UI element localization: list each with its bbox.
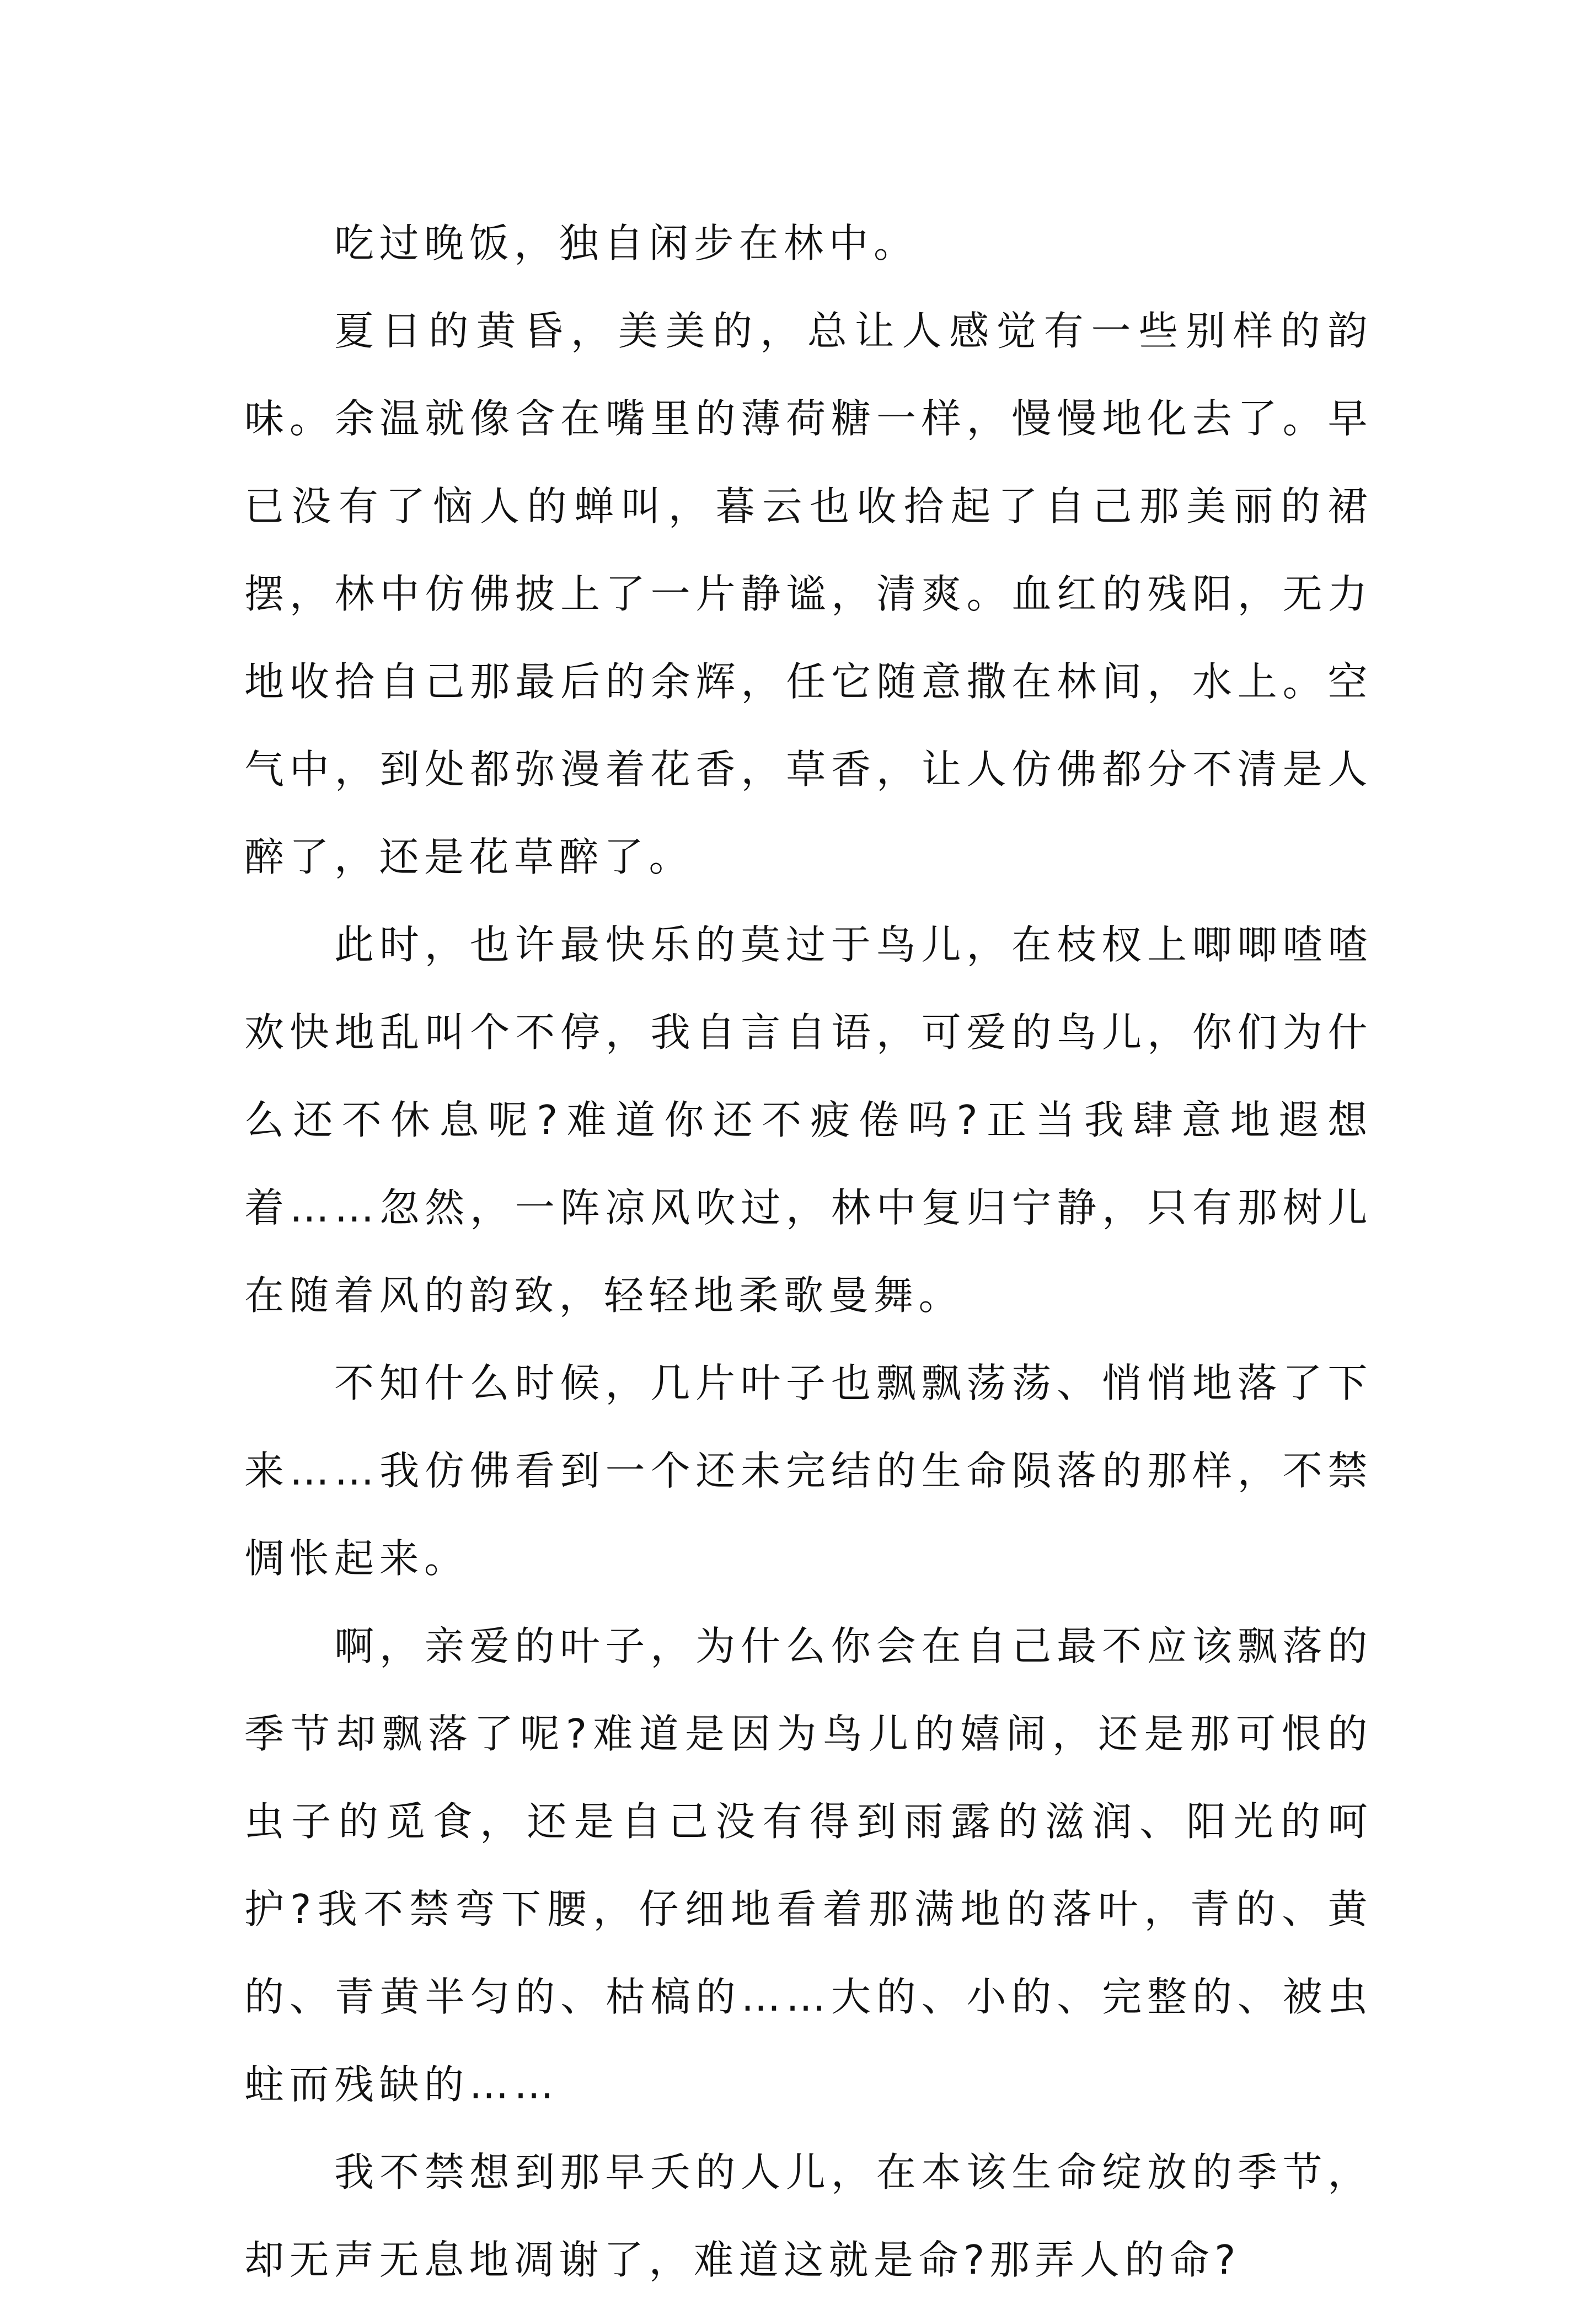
paragraph-2: 夏日的黄昏，美美的，总让人感觉有一些别样的韵味。余温就像含在嘴里的薄荷糖一样，慢慢地化去了。早已没有了恼人的蝉叫，暮云也收拾起了自己那美丽的裙摆，林中仿佛披上了一片静谧，清爽。血红的残阳，无力地收拾自己那最后的余辉，任它随意撒在林间，水上。空气中，到处都弥漫着花香，草香，让人仿佛都分不清是人醉了，还是花草醉了。 <box>244 308 1373 880</box>
essay-body <box>244 200 1373 2304</box>
paragraph-1: 吃过晚饭，独自闲步在林中。 <box>334 220 919 266</box>
paragraph-3: 此时，也许最快乐的莫过于鸟儿，在枝杈上唧唧喳喳欢快地乱叫个不停，我自言自语，可爱的鸟儿，你们为什么还不休息呢?难道你还不疲倦吗?正当我肆意地遐想着……忽然，一阵凉风吹过，林中复归宁静，只有那树儿在随着风的韵致，轻轻地柔歌曼舞。 <box>244 921 1373 1319</box>
paragraph-4: 不知什么时候，几片叶子也飘飘荡荡、悄悄地落了下来……我仿佛看到一个还未完结的生命陨落的那样，不禁惆怅起来。 <box>244 1360 1373 1582</box>
paragraph-5: 啊，亲爱的叶子，为什么你会在自己最不应该飘落的季节却飘落了呢?难道是因为鸟儿的嬉闹，还是那可恨的虫子的觅食，还是自己没有得到雨露的滋润、阳光的呵护?我不禁弯下腰，仔细地看着那满地的落叶，青的、黄的、青黄半匀的、枯槁的……大的、小的、完整的、被虫蛀而残缺的…… <box>244 1623 1373 2108</box>
paragraph-6: 我不禁想到那早夭的人儿，在本该生命绽放的季节，却无声无息地凋谢了，难道这就是命?那弄人的命? <box>244 2149 1373 2283</box>
